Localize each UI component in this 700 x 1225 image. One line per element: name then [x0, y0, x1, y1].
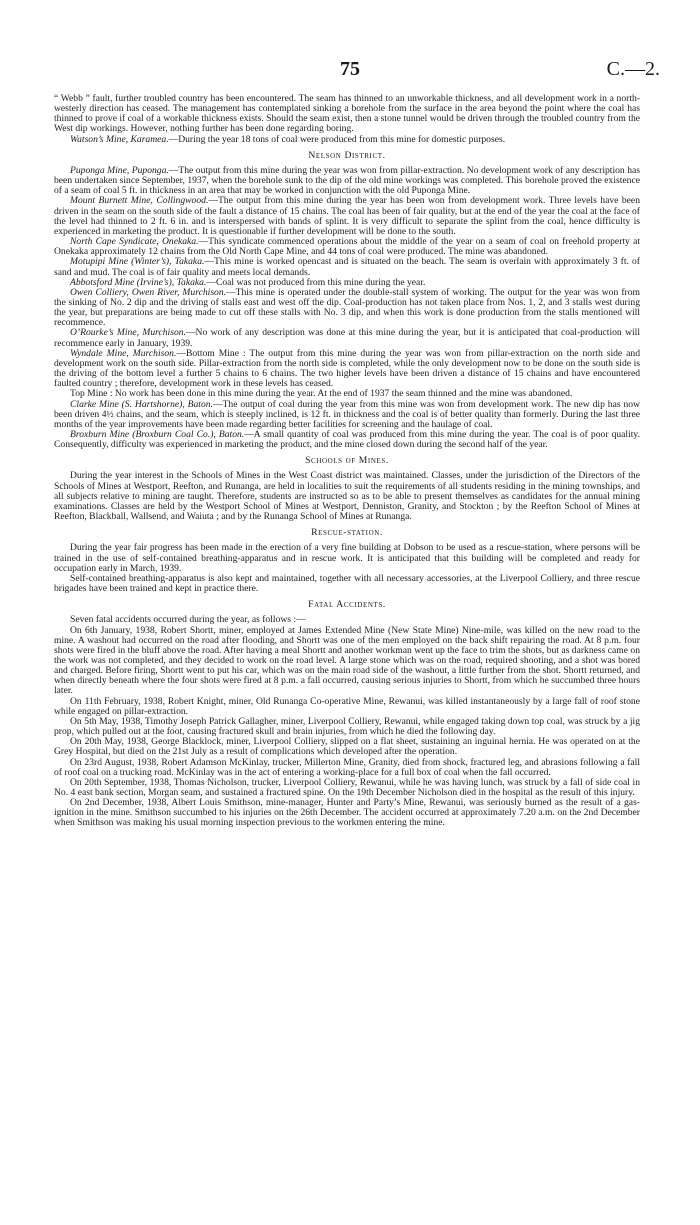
section-heading-rescue: Rescue-station.	[311, 527, 383, 539]
accident-paragraph: On 6th January, 1938, Robert Shortt, miner, employed at James Extended Mine (New State Mine) Nine-mile, was killed on the new road to the mine. A washout had occurred on the road after flooding, and Shortt was one of the men employed on the back shift repairing the road. At 8 p.m. four shots were fired in the bluff above the road. After having a meal Shortt and another workman went up the face to trim the shots, but as darkness came on the work was not completed, and they decided to work on the road level. A large stone which was on the road, required shooting, and a shot was bored and charged. Before firing, Shortt went to put his car, which was on the main road side of the washout, a little further from the shot. Shortt returned, and when directly beneath where the four shots were fired at 8 p.m. a fall occurred, causing serious injuries to Shortt, from which he succumbed three hours later.	[54, 624, 640, 697]
mine-paragraph	[54, 257, 640, 277]
mine-paragraph	[54, 288, 640, 329]
mine-title: Watson’s Mine, Karamea.	[70, 133, 169, 145]
accident-paragraph: On 5th May, 1938, Timothy Joseph Patrick Gallagher, miner, Liverpool Colliery, Rewanui, while engaged taking down top coal, was struck by a jig prop, which pulled out at the foot, causing fractured skull and brain injuries, from which he died the following day.	[54, 715, 640, 738]
mine-paragraph	[54, 237, 640, 257]
paragraph-text: Top Mine : No work has been done in this mine during the year. At the end of 1937 the seam thinned and the mine was abandoned.	[70, 388, 573, 400]
accident-paragraph: On 2nd December, 1938, Albert Louis Smithson, mine-manager, Hunter and Party’s Mine, Rewanui, was seriously burned as the result of a gas-ignition in the mine. Smithson succumbed to his injuries on the 26th December. The accident occurred at approximately 7.20 a.m. on the 2nd December when Smithson was making his usual morning inspection previous to the workmen entering the mine.	[54, 797, 640, 829]
mine-paragraph	[54, 328, 640, 348]
paragraph-text: —This syndicate commenced operations about the middle of the year on a seam of coal on freehold property at Onekaka approximately 12 chains from the Old North Cape Mine, and 44 tons of coal were produced. The mine was abandoned.	[54, 236, 640, 258]
paragraph-text: —A small quantity of coal was produced from this mine during the year. The coal is of poor quality. Consequently, difficulty was experienced in marketing the product, and the mine closed down during the second half of the year.	[54, 429, 640, 451]
mine-title: Puponga Mine, Puponga.	[70, 164, 169, 176]
paragraph-text: —No work of any description was done at this mine during the year, but it is anticipated that coal-production will recommence early in January, 1939.	[54, 327, 640, 349]
paragraph-text: —Bottom Mine : The output from this mine during the year was won from pillar-extraction on the north side and development work on the south side. Pillar-extraction from the north side is completed, while the only development now to be done on the south side is the driving of the bottom level a further 5 chains to 6 chains. The two higher levels have been driven a distance of 15 chains and have encountered faulted country ; therefore, development work in these levels has ceased.	[54, 347, 640, 390]
section-heading-fatal: Fatal Accidents.	[308, 599, 386, 611]
accident-paragraph: On 23rd August, 1938, Robert Adamson McKinlay, trucker, Millerton Mine, Granity, died from shock, fractured leg, and abrasions following a fall of roof coal on a trucking road. McKinlay was in the act of entering a working-place for a full box of coal when the fall occurred.	[54, 756, 640, 778]
mine-paragraph	[54, 400, 640, 430]
section-heading-nelson: Nelson District.	[308, 149, 386, 161]
mine-title: Broxburn Mine (Broxburn Coal Co.), Baton.	[70, 429, 245, 440]
mine-paragraph	[54, 349, 640, 390]
rescue-paragraph: Self-contained breathing-apparatus is also kept and maintained, together with all necessary accessories, at the Liverpool Colliery, and three rescue brigades have been trained and kept in practice there.	[54, 572, 640, 595]
paragraph-text: —This mine is operated under the double-stall system of working. The output for the year was won from the sinking of No. 2 dip and the driving of stalls east and west off the dip. Coal-production has not taken place from Nos. 1, 2, and 3 stalls west during the year, but preparations are being made to cut off these stalls with No. 3 dip, and when this work is done production from the stalls mentioned will recommence.	[54, 286, 640, 329]
intro-paragraph	[54, 135, 640, 145]
paragraph-text: —The output from this mine during the year was won from pillar-extraction. No development work of any description has been undertaken since September, 1937, when the borehole sunk to the dip of the old mine workings was completed. This borehole proved the existence of a seam of coal 5 ft. in thickness in an area that may be worked in conjunction with the old Puponga Mine.	[54, 164, 640, 197]
mine-title: Motupipi Mine (Winter’s), Takaka.	[70, 256, 205, 268]
accident-paragraph: On 20th May, 1938, George Blacklock, miner, Liverpool Colliery, slipped on a flat sheet, sustaining an inguinal hernia. He was operated on at the Grey Hospital, but died on the 21st July as a result of complications which developed after the operation.	[54, 736, 640, 758]
mine-title: O’Rourke’s Mine, Murchison.	[70, 327, 186, 339]
page-reference: C.—2.	[606, 58, 660, 80]
mine-title: Abbotsford Mine (Irvine’s), Takaka.	[70, 276, 207, 288]
paragraph-text: —The output of coal during the year from this mine was won from development work. The new dip has now been driven 4½ chains, and the seam, which is steeply inclined, is 12 ft. in thickness and the coal is of better quality than formerly. During the last three months of the year improvements have been made regarding better facilities for screening and the haulage of coal.	[54, 398, 640, 430]
mine-title: Wyndale Mine, Murchison.	[70, 347, 177, 359]
mine-title: North Cape Syndicate, Onekaka.	[70, 236, 199, 248]
accident-paragraph: On 20th September, 1938, Thomas Nicholson, trucker, Liverpool Colliery, Rewanui, while he was having lunch, was struck by a fall of side coal in No. 4 east bank section, Morgan seam, and sustained a fractured spine. On the 19th December Nicholson died in the hospital as the result of this injury.	[54, 776, 640, 798]
mine-title: Clarke Mine (S. Hartshorne), Baton.	[70, 398, 213, 410]
section-heading-schools: Schools of Mines.	[305, 455, 389, 467]
paragraph-text: —This mine is worked opencast and is situated on the beach. The seam is overlain with approximately 3 ft. of sand and mud. The coal is of fair quality and meets local demands.	[54, 256, 640, 278]
paragraph-text: —During the year 18 tons of coal were produced from this mine for domestic purposes.	[168, 133, 506, 145]
page-body	[54, 94, 640, 829]
schools-paragraph: During the year interest in the Schools of Mines in the West Coast district was maintained. Classes, under the jurisdiction of the Directors of the Schools of Mines at Westport, Reefton, and Runanga, are held in localities to suit the requirements of all students residing in the mining townships, and all subjects relative to mining are taught. Therefore, students are instructed so as to be able to present themselves as candidates for the annual mining examinations. Classes are held by the Westport School of Mines at Westport, Denniston, Granity, and Stockton ; by the Reefton School of Mines at Reefton, Blackball, Wallsend, and Waiuta ; and by the Runanga School of Mines at Runanga.	[54, 470, 640, 523]
accident-paragraph: Seven fatal accidents occurred during the year, as follows :—	[70, 614, 306, 626]
accident-paragraph: On 11th February, 1938, Robert Knight, miner, Old Runanga Co-operative Mine, Rewanui, was killed instantaneously by a large fall of roof stone while engaged on pillar-extraction.	[54, 695, 640, 717]
rescue-paragraph: During the year fair progress has been made in the erection of a very fine building at Dobson to be used as a rescue-station, where persons will be trained in the use of self-contained breathing-apparatus and in rescue work. It is anticipated that this building will be completed and ready for occupation early in March, 1939.	[54, 542, 640, 574]
mine-paragraph	[54, 196, 640, 237]
intro-paragraph	[54, 94, 640, 135]
paragraph-text: —Coal was not produced from this mine during the year.	[206, 276, 426, 288]
paragraph-text: —The output from this mine during the year has been won from development work. Three levels have been driven in the seam on the south side of the fault a distance of 15 chains. The coal has been of fair quality, but at the end of the year the coal at the face of the level had thinned to 2 ft. 6 in. and is interspersed with bands of splint. It is very difficult to separate the splint from the coal, hence difficulty is experienced in marketing the product. It is questionable if further development will be done to the south.	[54, 195, 640, 237]
page-number: 75	[340, 58, 360, 80]
mine-paragraph	[54, 166, 640, 196]
mine-paragraph	[54, 430, 640, 450]
paragraph-text: “ Webb ” fault, further troubled country has been encountered. The seam has thinned to an unworkable thickness, and all development work in a north-westerly direction has ceased. The management has contemplated sinking a borehole from the surface in the area beyond the point where the coal has thinned to prove if coal of a workable thickness exists. Should the seam exist, then a stone tunnel would be driven through the troubled country from the West dip workings. However, nothing further has been done regarding boring.	[54, 93, 640, 135]
mine-title: Owen Colliery, Owen River, Murchison.	[70, 286, 227, 298]
mine-title: Mount Burnett Mine, Collingwood.	[70, 195, 209, 207]
